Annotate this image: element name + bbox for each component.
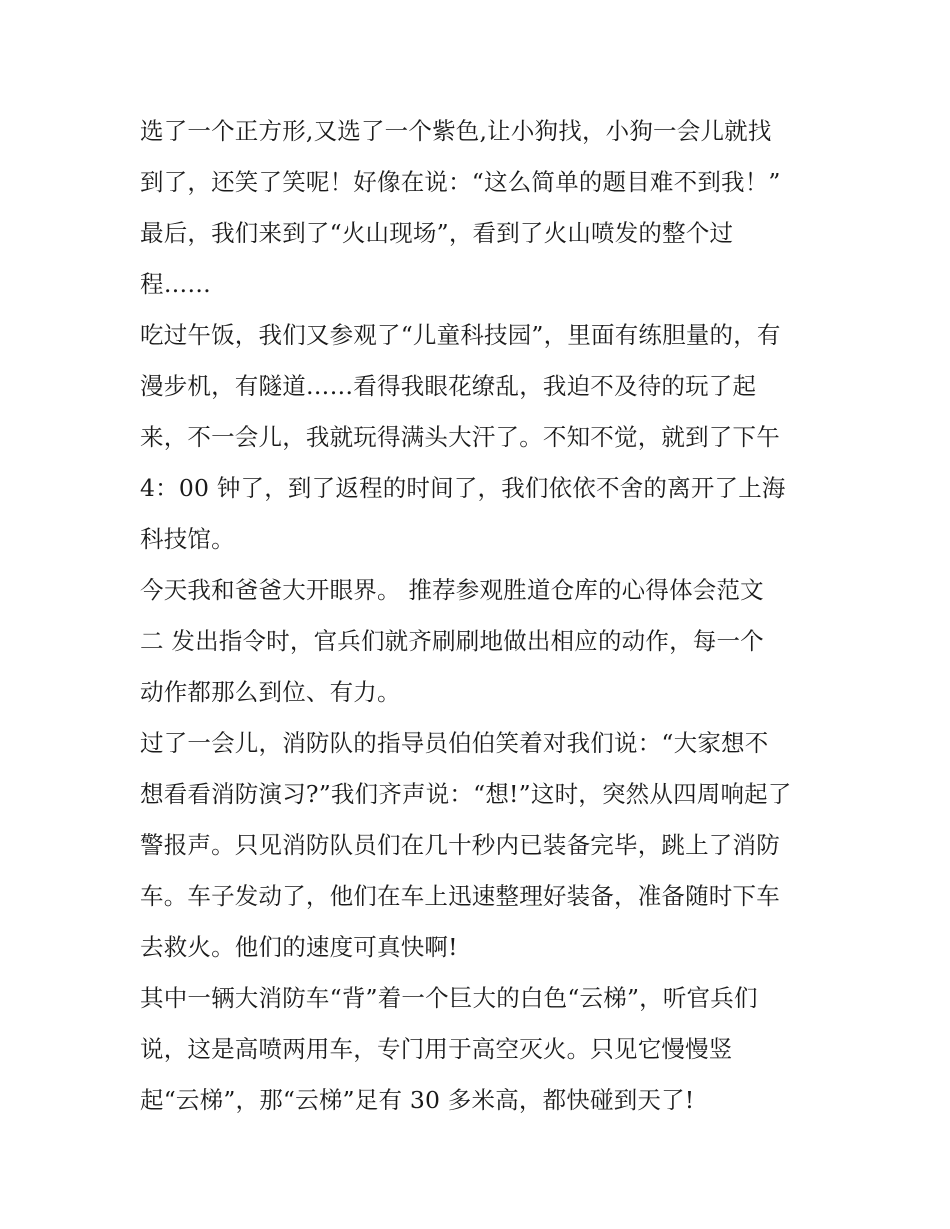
text-line-7: 来，不一会儿，我就玩得满头大汗了。不知不觉，就到了下午	[140, 423, 780, 451]
body-text	[140, 106, 830, 1126]
text-line-4: 程……	[140, 270, 212, 298]
text-line-9: 科技馆。	[140, 525, 235, 553]
text-line-20: 起“云梯”，那“云梯”足有 30 多米高，都快碰到天了!	[140, 1086, 695, 1114]
text-line-3: 最后，我们来到了“火山现场”，看到了火山喷发的整个过	[140, 219, 734, 247]
text-line-13: 过了一会儿，消防队的指导员伯伯笑着对我们说：“大家想不	[140, 729, 769, 757]
text-line-1: 选了一个正方形,又选了一个紫色,让小狗找，小狗一会儿就找	[140, 117, 772, 145]
text-line-17: 去救火。他们的速度可真快啊!	[140, 933, 458, 961]
text-line-18: 其中一辆大消防车“背”着一个巨大的白色“云梯”，听官兵们	[140, 984, 758, 1012]
text-line-5: 吃过午饭，我们又参观了“儿童科技园”，里面有练胆量的，有	[140, 321, 781, 349]
text-line-16: 车。车子发动了，他们在车上迅速整理好装备，准备随时下车	[140, 882, 780, 910]
text-line-2: 到了，还笑了笑呢！好像在说：“这么简单的题目难不到我！”	[140, 168, 781, 196]
text-line-8: 4：00 钟了，到了返程的时间了，我们依依不舍的离开了上海	[140, 474, 786, 502]
text-line-6: 漫步机，有隧道……看得我眼花缭乱，我迫不及待的玩了起	[140, 372, 757, 400]
text-line-14: 想看看消防演习?”我们齐声说：“想!”这时，突然从四周响起了	[140, 780, 792, 808]
text-line-10: 今天我和爸爸大开眼界。 推荐参观胜道仓库的心得体会范文	[140, 576, 764, 604]
text-line-12: 动作都那么到位、有力。	[140, 678, 401, 706]
text-line-11: 二 发出指令时，官兵们就齐刷刷地做出相应的动作，每一个	[140, 627, 764, 655]
text-line-19: 说，这是高喷两用车，专门用于高空灭火。只见它慢慢竖	[140, 1035, 733, 1063]
text-line-15: 警报声。只见消防队员们在几十秒内已装备完毕，跳上了消防	[140, 831, 780, 859]
